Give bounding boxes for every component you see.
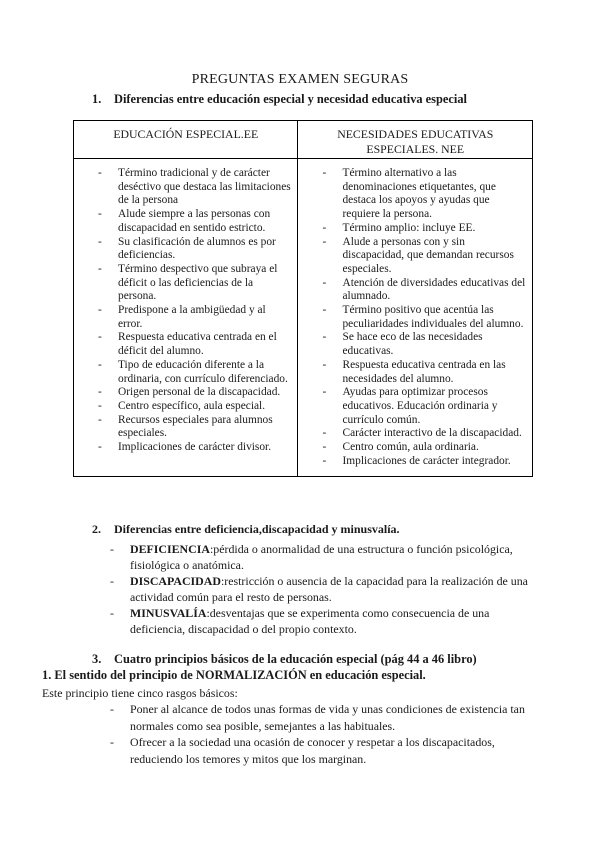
definition-item — [90, 541, 530, 573]
list-item: - Tipo de educación diferente a la ordinaria, con currículo diferenciado. — [78, 359, 291, 386]
list-item: - Término despectivo que subraya el déficit o las deficiencias de la persona. — [78, 263, 291, 304]
list-item: - Implicaciones de carácter divisor. — [78, 441, 291, 455]
list-item: - Carácter interactivo de la discapacidad. — [302, 427, 526, 441]
list-item: - Atención de diversidades educativas del alumnado. — [302, 277, 526, 304]
table-header-ee: EDUCACIÓN ESPECIAL.EE — [74, 121, 298, 159]
section-1-number: 1. — [92, 92, 102, 106]
list-item: - Predispone a la ambigüedad y al error. — [78, 304, 291, 331]
definition-text: :pérdida o anormalidad de una estructura o función psicológica, fisiológica o anatómica. — [130, 542, 513, 572]
list-item: - Respuesta educativa centrada en el déficit del alumno. — [78, 331, 291, 358]
list-item: - Recursos especiales para alumnos especiales. — [78, 414, 291, 441]
list-item: - Término amplio: incluye EE. — [302, 222, 526, 236]
list-item: - Centro común, aula ordinaria. — [302, 441, 526, 455]
section-1-heading — [92, 92, 467, 107]
section-2-heading-text: Diferencias entre deficiencia,discapacidad y minusvalía. — [114, 522, 400, 536]
definition-item — [90, 605, 530, 637]
definition-term: MINUSVALÍA — [130, 606, 207, 620]
list-item: - Su clasificación de alumnos es por deficiencias. — [78, 236, 291, 263]
table-body-row — [74, 159, 533, 477]
definition-term: DISCAPACIDAD — [130, 574, 221, 588]
list-item: - Origen personal de la discapacidad. — [78, 386, 291, 400]
definition-text: :restricción o ausencia de la capacidad para la realización de una actividad común para el resto de personas. — [130, 574, 528, 604]
section-2-number: 2. — [92, 522, 101, 536]
definition-text: :desventajas que se experimenta como consecuencia de una deficiencia, discapacidad o del propio contexto. — [130, 606, 490, 636]
list-item: - Ayudas para optimizar procesos educativos. Educación ordinaria y currículo común. — [302, 386, 526, 427]
list-item: - Alude a personas con y sin discapacidad, que demandan recursos especiales. — [302, 236, 526, 277]
list-item: - Respuesta educativa centrada en las necesidades del alumno. — [302, 359, 526, 386]
section-3-heading-text: Cuatro principios básicos de la educación especial (pág 44 a 46 libro) — [114, 652, 477, 666]
section-3-intro: Este principio tiene cinco rasgos básicos: — [42, 686, 238, 700]
list-item: - Se hace eco de las necesidades educativas. — [302, 331, 526, 358]
definition-term: DEFICIENCIA — [130, 542, 210, 556]
list-item: - Ofrecer a la sociedad una ocasión de conocer y respetar a los discapacitados, reduciendo los temores y mitos que los marginan. — [90, 734, 540, 767]
list-item: - Alude siempre a las personas con discapacidad en sentido estricto. — [78, 208, 291, 235]
section-3-subheading: 1. El sentido del principio de NORMALIZACIÓN en educación especial. — [42, 668, 426, 682]
section-1-heading-text: Diferencias entre educación especial y necesidad educativa especial — [114, 92, 467, 106]
table-header-nee: NECESIDADES EDUCATIVAS ESPECIALES. NEE — [298, 121, 533, 159]
section-3-number: 3. — [92, 652, 102, 666]
list-item: - Centro específico, aula especial. — [78, 400, 291, 414]
definitions-list — [90, 541, 530, 637]
nee-list — [302, 167, 526, 468]
list-item: - Término alternativo a las denominaciones etiquetantes, que destaca los apoyos y ayudas que requiere la persona. — [302, 167, 526, 222]
list-item: - Implicaciones de carácter integrador. — [302, 455, 526, 469]
table-header-row — [74, 121, 533, 159]
table-cell-ee — [74, 159, 298, 477]
ee-list — [78, 167, 291, 455]
principle-list — [90, 701, 540, 767]
section-3-heading — [92, 652, 477, 667]
table-cell-nee — [298, 159, 533, 477]
comparison-table — [73, 120, 533, 477]
list-item: - Término tradicional y de carácter deséctivo que destaca las limitaciones de la persona — [78, 167, 291, 208]
section-2-heading — [92, 522, 400, 537]
list-item: - Poner al alcance de todos unas formas de vida y unas condiciones de existencia tan normales como sea posible, semejantes a las habituales. — [90, 701, 540, 734]
document-title: PREGUNTAS EXAMEN SEGURAS — [191, 72, 409, 87]
definition-item — [90, 573, 530, 605]
list-item: - Término positivo que acentúa las peculiaridades individuales del alumno. — [302, 304, 526, 331]
